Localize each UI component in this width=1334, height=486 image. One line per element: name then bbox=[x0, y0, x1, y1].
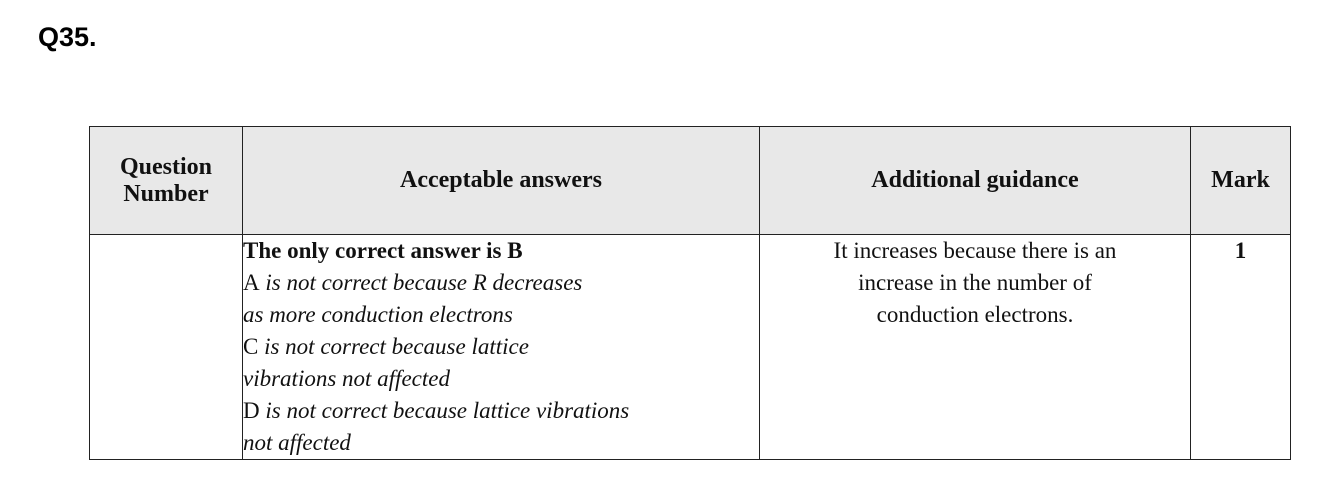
acceptable-answers-cell bbox=[243, 235, 760, 460]
option-c-reason-line1: is not correct because lattice bbox=[258, 334, 529, 359]
header-additional-guidance: Additional guidance bbox=[760, 127, 1191, 235]
additional-guidance-cell bbox=[760, 235, 1191, 460]
correct-answer-statement: The only correct answer is B bbox=[243, 238, 523, 263]
option-a-reason-line1: is not correct because R decreases bbox=[259, 270, 583, 295]
option-d-reason-line1: is not correct because lattice vibrations bbox=[259, 398, 630, 423]
question-number-cell bbox=[90, 235, 243, 460]
option-d-explanation bbox=[243, 395, 759, 427]
header-acceptable-answers: Acceptable answers bbox=[243, 127, 760, 235]
option-a-explanation bbox=[243, 267, 759, 299]
mark-cell: 1 bbox=[1191, 235, 1291, 460]
question-label: Q35. bbox=[38, 22, 97, 52]
option-d-letter: D bbox=[243, 398, 260, 423]
guidance-line3: conduction electrons. bbox=[876, 302, 1074, 327]
option-a-letter: A bbox=[243, 270, 260, 295]
guidance-line2: increase in the number of bbox=[858, 270, 1092, 295]
header-question-number: Question Number bbox=[90, 127, 243, 235]
option-a-reason-line2: as more conduction electrons bbox=[243, 302, 513, 327]
mark-scheme-table bbox=[89, 126, 1291, 460]
option-d-reason-line2: not affected bbox=[243, 430, 351, 455]
option-c-explanation bbox=[243, 331, 759, 363]
option-c-reason-line2: vibrations not affected bbox=[243, 366, 450, 391]
answer-row bbox=[90, 235, 1291, 460]
guidance-line1: It increases because there is an bbox=[833, 238, 1117, 263]
header-row bbox=[90, 127, 1291, 235]
option-c-letter: C bbox=[243, 334, 259, 359]
header-mark: Mark bbox=[1191, 127, 1291, 235]
